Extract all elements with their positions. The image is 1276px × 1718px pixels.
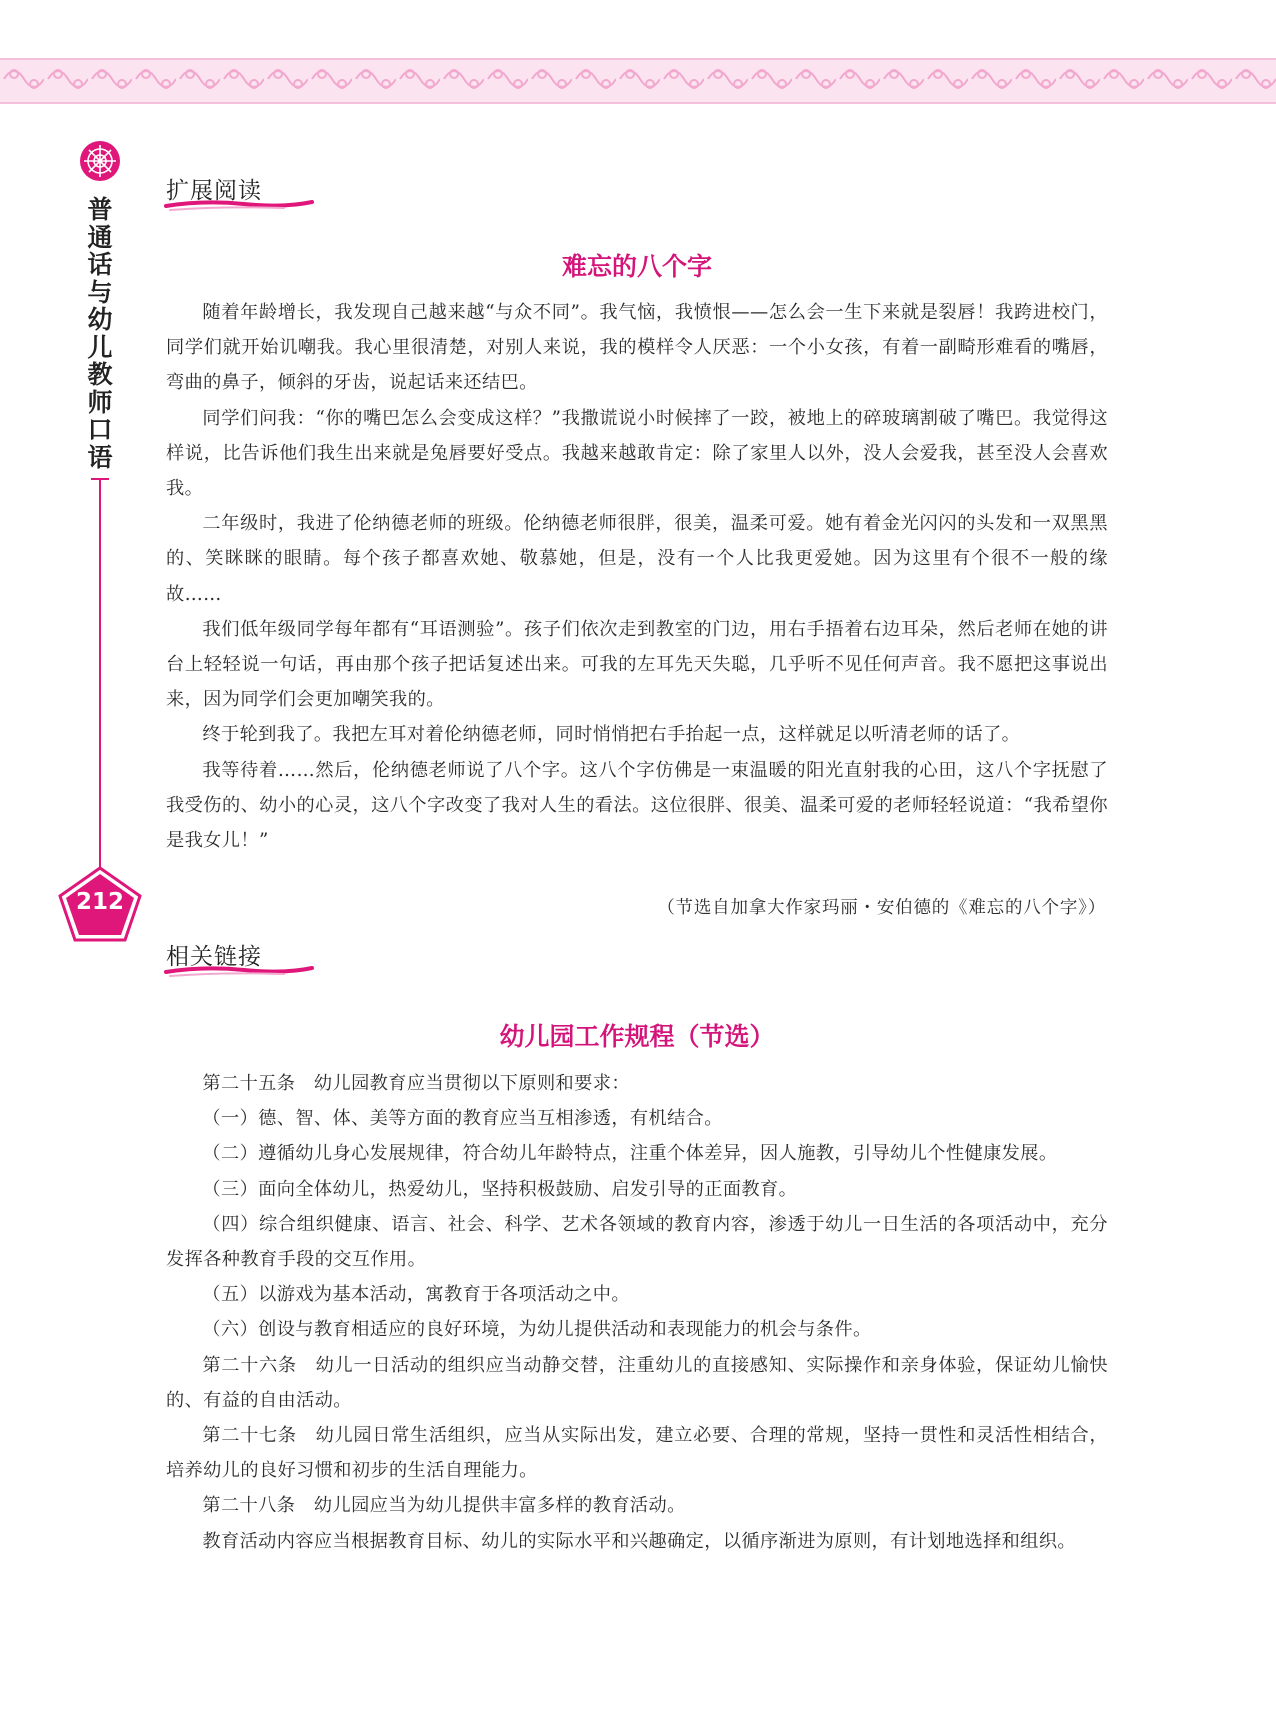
regulation-body bbox=[166, 1066, 1108, 1559]
spine-line bbox=[99, 478, 101, 870]
paragraph: 二年级时，我进了伦纳德老师的班级。伦纳德老师很胖，很美，温柔可爱。她有着金光闪闪的头发和一双黑黑的、笑眯眯的眼睛。每个孩子都喜欢她、敬慕她，但是，没有一个人比我更爱她。因为这里有个很不一般的缘故…… bbox=[166, 513, 1108, 605]
page-number: 212 bbox=[75, 889, 124, 915]
paragraph: （二）遵循幼儿身心发展规律，符合幼儿年龄特点，注重个体差异，因人施教，引导幼儿个性健康发展。 bbox=[202, 1143, 1058, 1165]
paragraph: 我等待着……然后，伦纳德老师说了八个字。这八个字仿佛是一束温暖的阳光直射我的心田，这八个字抚慰了我受伤的、幼小的心灵，这八个字改变了我对人生的看法。这位很胖、很美、温柔可爱的老师轻轻说道：“我希望你是我女儿！” bbox=[166, 759, 1108, 852]
article-title: 难忘的八个字 bbox=[561, 252, 712, 281]
book-title-vertical: 普 通 话 与 幼 儿 教 师 口 语 bbox=[87, 195, 113, 472]
article-body bbox=[166, 295, 1108, 858]
section-header-related-links bbox=[166, 938, 316, 984]
source-citation: （节选自加拿大作家玛丽・安伯德的《难忘的八个字》） bbox=[657, 898, 1106, 918]
brush-underline-icon bbox=[164, 198, 314, 212]
paragraph: 第二十七条 幼儿园日常生活组织，应当从实际出发，建立必要、合理的常规，坚持一贯性和灵活性相结合，培养幼儿的良好习惯和初步的生活自理能力。 bbox=[166, 1425, 1108, 1482]
section-header-label: 相关链接 bbox=[166, 944, 262, 970]
brush-underline-icon bbox=[164, 964, 314, 978]
paragraph: 第二十五条 幼儿园教育应当贯彻以下原则和要求： bbox=[202, 1073, 630, 1094]
paragraph: （六）创设与教育相适应的良好环境，为幼儿提供活动和表现能力的机会与条件。 bbox=[202, 1319, 872, 1341]
paragraph: （三）面向全体幼儿，热爱幼儿，坚持积极鼓励、启发引导的正面教育。 bbox=[202, 1178, 798, 1200]
decorative-top-band bbox=[0, 58, 1276, 104]
paragraph: 随着年龄增长，我发现自己越来越“与众不同”。我气恼，我愤恨——怎么会一生下来就是裂唇！我跨进校门，同学们就开始讥嘲我。我心里很清楚，对别人来说，我的模样令人厌恶：一个小女孩，有着一副畸形难看的嘴唇，弯曲的鼻子，倾斜的牙齿，说起话来还结巴。 bbox=[166, 302, 1108, 394]
section-header-extended-reading bbox=[166, 172, 316, 218]
paragraph: （四）综合组织健康、语言、社会、科学、艺术各领域的教育内容，渗透于幼儿一日生活的各项活动中，充分发挥各种教育手段的交互作用。 bbox=[166, 1213, 1108, 1271]
paragraph: 终于轮到我了。我把左耳对着伦纳德老师，同时悄悄把右手抬起一点，这样就足以听清老师的话了。 bbox=[202, 724, 1021, 746]
paragraph: 教育活动内容应当根据教育目标、幼儿的实际水平和兴趣确定，以循序渐进为原则，有计划地选择和组织。 bbox=[202, 1530, 1077, 1552]
flower-ornament-icon bbox=[79, 140, 121, 182]
section-header-label: 扩展阅读 bbox=[166, 178, 262, 204]
paragraph: （五）以游戏为基本活动，寓教育于各项活动之中。 bbox=[202, 1284, 630, 1306]
paragraph: （一）德、智、体、美等方面的教育应当互相渗透，有机结合。 bbox=[202, 1108, 723, 1130]
paragraph: 我们低年级同学每年都有“耳语测验”。孩子们依次走到教室的门边，用右手捂着右边耳朵，然后老师在她的讲台上轻轻说一句话，再由那个孩子把话复述出来。可我的左耳先天失聪，几乎听不见任何声音。我不愿把这事说出来，因为同学们会更加嘲笑我的。 bbox=[166, 618, 1108, 711]
paragraph: 第二十八条 幼儿园应当为幼儿提供丰富多样的教育活动。 bbox=[202, 1495, 686, 1517]
paragraph: 同学们问我：“你的嘴巴怎么会变成这样？”我撒谎说小时候摔了一跤，被地上的碎玻璃割破了嘴巴。我觉得这样说，比告诉他们我生出来就是兔唇要好受点。我越来越敢肯定：除了家里人以外，没人会爱我，甚至没人会喜欢我。 bbox=[166, 407, 1108, 500]
article-title: 幼儿园工作规程（节选） bbox=[499, 1022, 775, 1051]
paragraph: 第二十六条 幼儿一日活动的组织应当动静交替，注重幼儿的直接感知、实际操作和亲身体验，保证幼儿愉快的、有益的自由活动。 bbox=[166, 1354, 1108, 1411]
